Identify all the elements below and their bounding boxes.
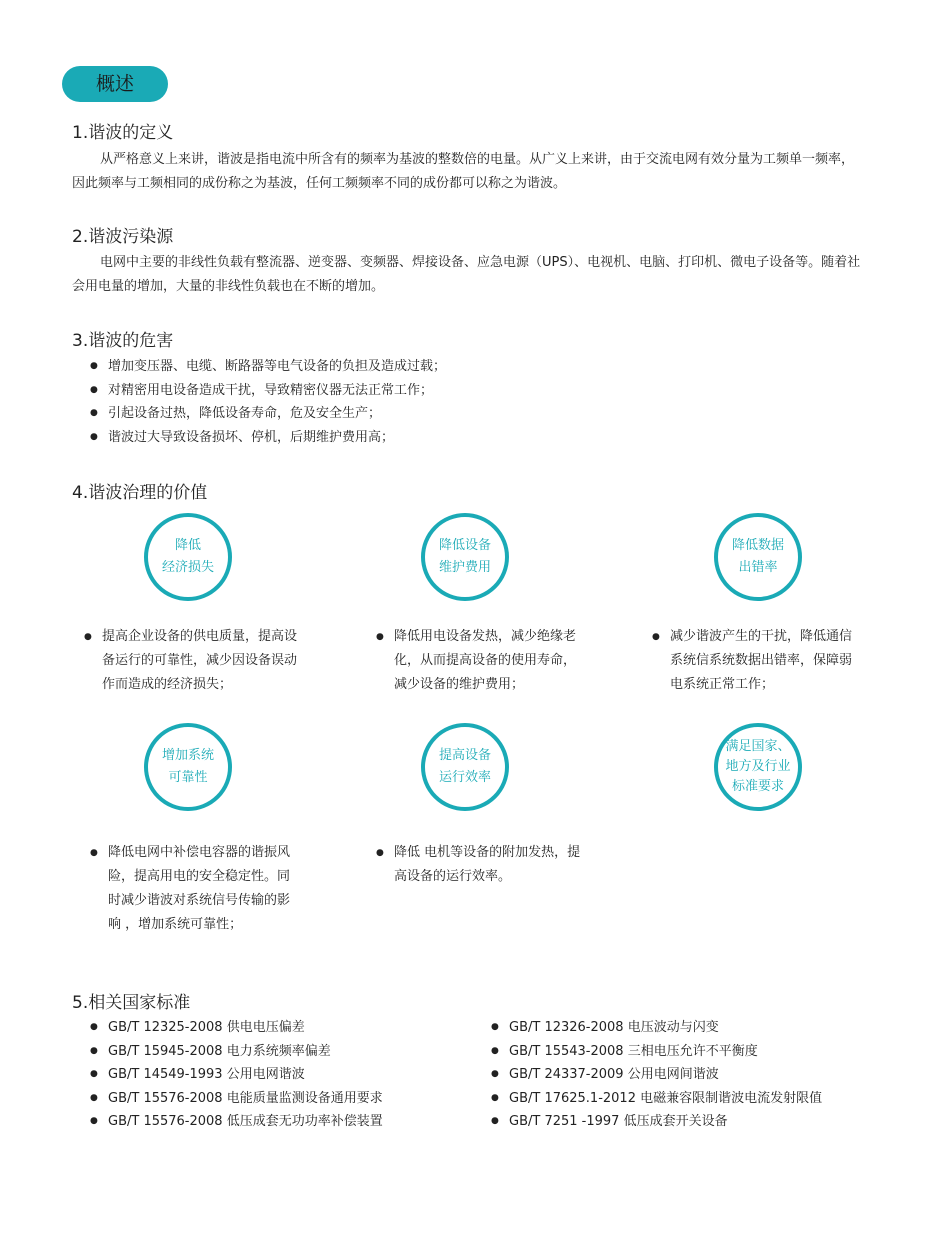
value-circle-reduce-errors [714, 513, 802, 601]
list-item: ● GB/T 15576-2008 电能质量监测设备通用要求 [90, 1087, 383, 1111]
circle-line: 满足国家、 [725, 739, 791, 754]
list-item: ● GB/T 14549-1993 公用电网谐波 [90, 1063, 383, 1087]
section-2-title: 2.谐波污染源 [72, 227, 174, 247]
value-circle-reduce-loss [144, 513, 232, 601]
circle-line: 降低 [174, 538, 201, 553]
value-desc-2 [376, 625, 586, 697]
section-2-body: 电网中主要的非线性负载有整流器、逆变器、变频器、焊接设备、应急电源（UPS）、电视机、电脑、打印机、微电子设备等。随着社会用电量的增加，大量的非线性负载也在不断的增加。 [72, 255, 861, 294]
value-desc-5 [376, 841, 586, 889]
list-item: ● GB/T 15576-2008 低压成套无功功率补偿装置 [90, 1110, 383, 1134]
list-item: ● GB/T 12325-2008 供电电压偏差 [90, 1016, 383, 1040]
section-4-title: 4.谐波治理的价值 [72, 483, 208, 503]
standards-list-left [90, 1016, 383, 1134]
overview-badge: 概述 [62, 66, 168, 102]
list-item: ● 降低电网中补偿电容器的谐振风险，提高用电的安全稳定性。同时减少谐波对系统信号传输的影响 ，增加系统可靠性； [90, 841, 300, 937]
value-desc-3 [652, 625, 860, 697]
section-1-title: 1.谐波的定义 [72, 123, 174, 143]
list-item: ● 增加变压器、电缆、断路器等电气设备的负担及造成过载； [90, 355, 446, 379]
section-1-body: 从严格意义上来讲，谐波是指电流中所含有的频率为基波的整数倍的电量。从广义上来讲，由于交流电网有效分量为工频单一频率，因此频率与工频相同的成份称之为基波，任何工频频率不同的成份都可以称之为谐波。 [72, 152, 855, 191]
circle-line: 出错率 [738, 560, 778, 575]
hazards-list [90, 355, 446, 449]
list-item: ● 提高企业设备的供电质量，提高设备运行的可靠性，减少因设备误动作而造成的经济损失； [84, 625, 304, 697]
circle-line: 地方及行业 [725, 759, 791, 774]
circle-line: 标准要求 [731, 779, 784, 794]
value-desc-4 [90, 841, 300, 937]
list-item: ● 减少谐波产生的干扰，降低通信系统信系统数据出错率，保障弱电系统正常工作； [652, 625, 860, 697]
circle-line: 提高设备 [438, 748, 491, 763]
list-item: ● GB/T 12326-2008 电压波动与闪变 [491, 1016, 822, 1040]
list-item: ● 降低 电机等设备的附加发热，提高设备的运行效率。 [376, 841, 586, 889]
list-item: ● GB/T 15543-2008 三相电压允许不平衡度 [491, 1040, 822, 1064]
list-item: ● GB/T 17625.1-2012 电磁兼容限制谐波电流发射限值 [491, 1087, 822, 1111]
circle-line: 降低数据 [731, 538, 784, 553]
circle-line: 经济损失 [161, 560, 214, 575]
list-item: ● GB/T 24337-2009 公用电网间谐波 [491, 1063, 822, 1087]
list-item: ● 谐波过大导致设备损坏、停机，后期维护费用高； [90, 426, 446, 450]
circle-line: 可靠性 [168, 770, 208, 785]
list-item: ● GB/T 7251 -1997 低压成套开关设备 [491, 1110, 822, 1134]
list-item: ● 降低用电设备发热，减少绝缘老化，从而提高设备的使用寿命，减少设备的维护费用； [376, 625, 586, 697]
standards-list-right [491, 1016, 822, 1134]
section-3-title: 3.谐波的危害 [72, 331, 174, 351]
circle-line: 运行效率 [438, 770, 491, 785]
circle-line: 维护费用 [438, 560, 491, 575]
section-5-title: 5.相关国家标准 [72, 993, 191, 1013]
value-desc-1 [84, 625, 304, 697]
value-circle-reduce-maintenance [421, 513, 509, 601]
list-item: ● 对精密用电设备造成干扰，导致精密仪器无法正常工作； [90, 379, 446, 403]
value-circle-efficiency [421, 723, 509, 811]
value-circle-standards [714, 723, 802, 811]
value-circle-reliability [144, 723, 232, 811]
circle-line: 降低设备 [438, 538, 491, 553]
list-item: ● 引起设备过热，降低设备寿命，危及安全生产； [90, 402, 446, 426]
circle-line: 增加系统 [161, 748, 214, 763]
list-item: ● GB/T 15945-2008 电力系统频率偏差 [90, 1040, 383, 1064]
